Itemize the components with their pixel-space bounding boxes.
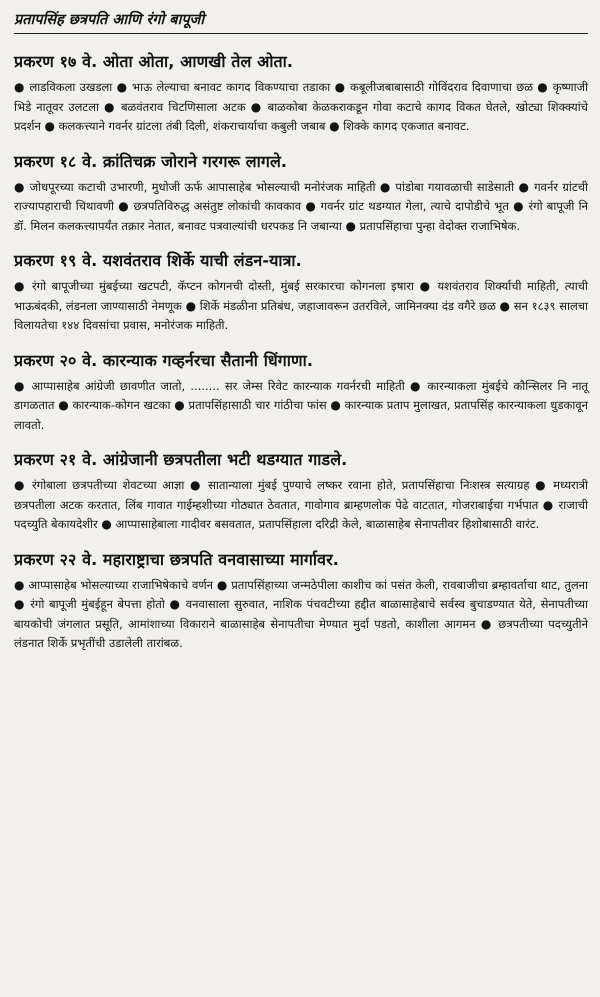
chapter-section — [14, 150, 588, 237]
bullet-icon: ● — [537, 80, 549, 94]
summary-item: छत्रपतिविरुद्ध असंतुष्ट लोकांची कावकाव — [133, 199, 302, 213]
bullet-icon: ● — [379, 179, 392, 194]
summary-item: कलकत्त्याने गवर्नर ग्रांटला तंबी दिली, शंकराचार्याचा कबुली जबाब — [58, 119, 326, 133]
summary-item: प्रतापसिंहाचा पुन्हा वेदोक्त राजाभिषेक. — [359, 218, 520, 233]
summary-item: भाऊ लेल्याचा बनावट कागद विकण्याचा तडाका — [132, 80, 331, 94]
bullet-icon: ● — [334, 80, 346, 94]
summary-item: आप्पासाहेब भोसल्याच्या राजाभिषेकाचे वर्णन — [28, 577, 214, 592]
bullet-icon: ● — [330, 398, 341, 412]
bullet-icon: ● — [305, 199, 317, 213]
running-header: प्रतापसिंह छत्रपति आणि रंगो बापूजी — [14, 8, 588, 34]
bullet-icon: ● — [174, 398, 185, 412]
bullet-icon: ● — [169, 597, 182, 611]
summary-item: मध्यरात्री छत्रपतीला अटक करतात, लिंब गावात गाईम्हशीच्या गोठ्यात ठेवतात, गावोगाव ब्राम्हणलोक पेढे वाटतात, गोजराबाईचा गर्भपात — [14, 478, 589, 512]
bullet-icon: ● — [480, 616, 493, 631]
bullet-icon: ● — [329, 119, 340, 133]
summary-item: कृष्णाजी भिडे नातूवर उलटला — [14, 80, 589, 114]
chapter-summary — [14, 576, 588, 654]
summary-item: कारन्याक प्रताप मुलाखत, प्रतापसिंह कारन्याकला धुडकावून लावतो. — [14, 398, 589, 432]
summary-item: बळवंतराव चिटणिसाला अटक — [120, 99, 246, 114]
summary-item: प्रतापसिंहाच्या जन्मठेपीला काशीच कां पसंत केली, रावबाजीचा ब्रम्हावर्ताचा थाट, तुलना — [231, 577, 589, 592]
summary-item: गवर्नर ग्रांट थडग्यात गेला, त्याचे दापोडीचे भूत — [320, 199, 509, 213]
bullet-icon: ● — [101, 517, 112, 531]
summary-item: कबूलीजबाबासाठी गोविंदराव दिवाणाचा छळ — [350, 80, 533, 94]
summary-item: छत्रपतीच्या पदच्युतीने लंडनात शिर्के प्रभृतींची उडालेली तारांबळ. — [14, 616, 589, 650]
summary-item: सातान्याला मुंबई पुण्याचे लष्कर रवाना होते, प्रतापसिंहाचा निःशस्त्र सत्याग्रह — [208, 478, 530, 492]
bullet-icon: ● — [14, 378, 27, 393]
bullet-icon: ● — [409, 378, 423, 393]
chapter-list — [14, 50, 588, 654]
chapter-section — [14, 50, 588, 137]
bullet-icon: ● — [14, 80, 26, 94]
summary-item: आप्पासाहेबाला गादीवर बसवतात, प्रतापसिंहाला दरिद्री केले, बाळासाहेब सेनापतीवर हिशोबासाठी वारंट. — [115, 517, 540, 531]
bullet-icon: ● — [58, 398, 69, 412]
summary-item: बाळकोबा केळकराकडून गोवा कटाचे कागद विकत घेतले, खोट्या शिक्क्यांचे प्रदर्शन — [14, 99, 588, 133]
summary-item: राजाची पदच्युति बेकायदेशीर — [14, 497, 588, 531]
summary-item: कारन्याक-कोगन खटका — [72, 398, 171, 412]
bullet-icon: ● — [190, 478, 203, 492]
summary-item: पांडोबा गयावळाची साडेसाती — [395, 179, 515, 194]
chapter-title: प्रकरण २२ वे. महाराष्ट्राचा छत्रपति वनवासाच्या मार्गावर. — [14, 549, 339, 569]
chapter-title: प्रकरण १७ वे. ओता ओता, आणखी तेल ओता. — [14, 52, 294, 71]
chapter-summary — [14, 178, 588, 237]
chapter-title: प्रकरण २० वे. कारन्याक गव्हर्नरचा सैतानी धिंगाणा. — [14, 350, 314, 370]
bullet-icon: ● — [513, 199, 525, 213]
bullet-icon: ● — [250, 99, 263, 114]
chapter-section — [14, 448, 588, 535]
chapter-title: प्रकरण १९ वे. यशवंतराव शिर्के याची लंडन-यात्रा. — [14, 251, 302, 270]
summary-item: प्रतापसिंहासाठी चार गांठीचा फांस — [188, 398, 327, 412]
chapter-summary — [14, 78, 588, 137]
summary-item: आप्पासाहेब आंग्रेजी छावणीत जातो, ........ सर जेम्स रिवेट कारन्याक गवर्नरची माहिती — [31, 378, 405, 393]
bullet-icon: ● — [542, 497, 555, 512]
chapter-section — [14, 349, 588, 436]
summary-item: शिर्के मंडळीना प्रतिबंध, जहाजावरून उतरविले, जामिनक्या दंड वगैरे छळ — [199, 298, 496, 313]
chapter-summary — [14, 476, 588, 535]
bullet-icon: ● — [14, 179, 26, 194]
bullet-icon: ● — [216, 577, 228, 592]
bullet-icon: ● — [44, 119, 55, 133]
bullet-icon: ● — [118, 199, 130, 213]
bullet-icon: ● — [116, 80, 128, 94]
bullet-icon: ● — [419, 279, 432, 293]
bullet-icon: ● — [14, 577, 25, 592]
summary-item: रंगोबाला छत्रपतीच्या शेवटच्या आज्ञा — [32, 478, 185, 492]
summary-item: कारन्याकला मुंबईचे कौन्सिलर नि नातू डागळतात — [14, 378, 588, 412]
bullet-icon: ● — [345, 218, 356, 233]
summary-item: वनवासाला सुरुवात, नाशिक पंचवटीच्या हद्दीत बाळासाहेबाचे सर्वस्व बुचाडण्यात येते, सेनापतीच्या बायकोची जंगलात प्रसूति, आमांशाच्या विकाराने बाळासाहेब सेनापतीचा मेण्यात मुर्दा पडतो, काशीला आगमन — [14, 597, 589, 631]
chapter-title: प्रकरण २१ वे. आंग्रेजानी छत्रपतीला भटी थडग्यात गाडले. — [14, 450, 348, 469]
summary-item: रंगो बापूजी नि डॉ. मिलन कलकत्त्यापर्यंत तक्रार नेतात, बनावट पत्रवाल्यांची धरपकड नि जबान्या — [14, 199, 588, 233]
chapter-section — [14, 249, 588, 336]
summary-item: गवर्नर ग्रांटची राज्यापहाराची चिथावणी — [14, 179, 588, 213]
chapter-title: प्रकरण १८ वे. क्रांतिचक्र जोराने गरगरू लागले. — [14, 151, 288, 171]
bullet-icon: ● — [535, 478, 548, 492]
summary-item: रंगो बापूजीच्या मुंबईच्या खटपटी, कॅप्टन कोगनची दोस्ती, मुंबई सरकारचा कोगनला इषारा — [31, 279, 414, 293]
chapter-summary — [14, 277, 588, 336]
bullet-icon: ● — [104, 99, 116, 114]
chapter-summary — [14, 377, 588, 436]
bullet-icon: ● — [185, 298, 197, 313]
summary-item: शिक्के कागद एकजात बनावट. — [343, 119, 470, 133]
bullet-icon: ● — [14, 597, 26, 611]
bullet-icon: ● — [14, 279, 27, 293]
bullet-icon: ● — [499, 298, 511, 313]
summary-item: रंगो बापूजी मुंबईहून बेपत्ता होतो — [30, 597, 165, 611]
chapter-section — [14, 548, 588, 654]
summary-item: सन १८३९ सालचा विलायतेचा १४४ दिवसांचा प्रवास, मनोरंजक माहिती. — [14, 298, 589, 332]
bullet-icon: ● — [14, 478, 27, 492]
summary-item: लाडविकला उखडला — [29, 80, 113, 94]
summary-item: जोधपूरच्या कटाची उभारणी, मुधोजी ऊर्फ आपासाहेब भोसल्याची मनोरंजक माहिती — [29, 179, 376, 194]
bullet-icon: ● — [518, 179, 530, 194]
summary-item: यशवंतराव शिर्क्याची माहिती, त्याची भाऊबंदकी, लंडनला जाण्यासाठी नेमणूक — [14, 279, 588, 313]
